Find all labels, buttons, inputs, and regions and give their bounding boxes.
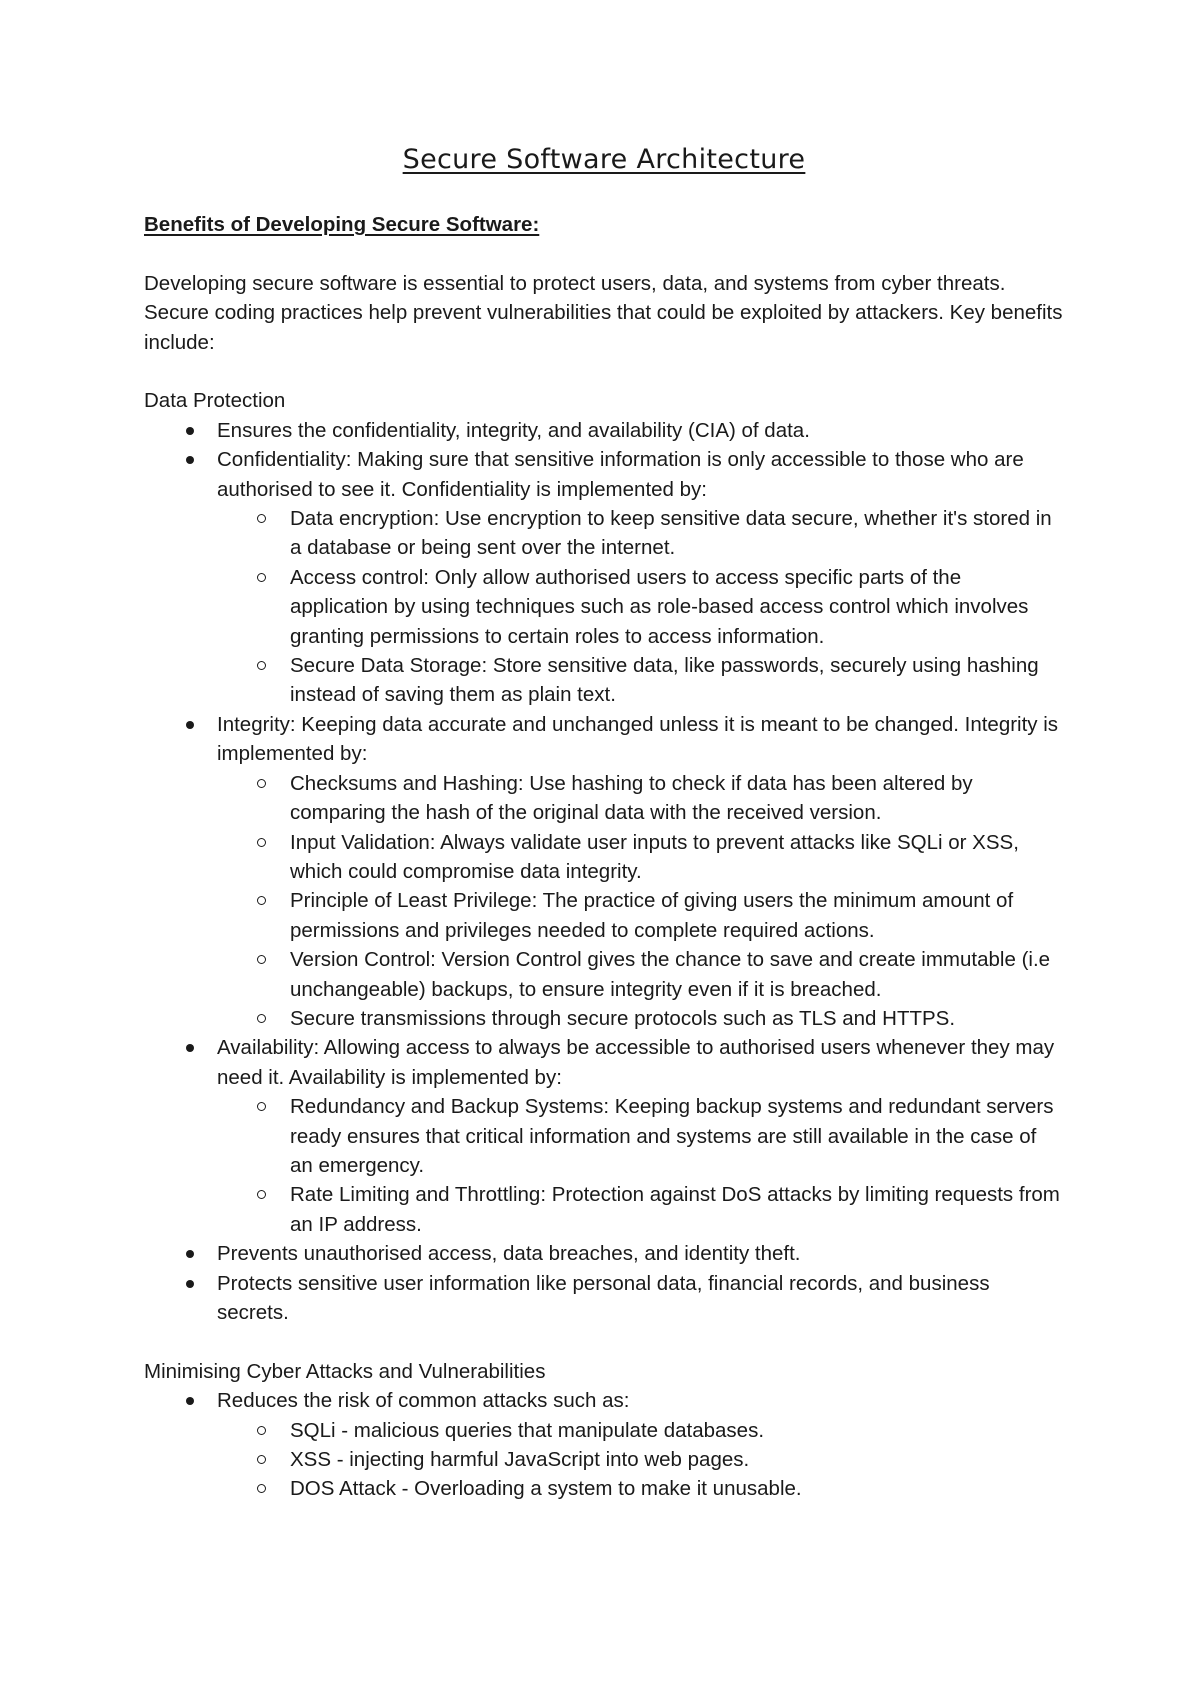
intro-paragraph: Developing secure software is essential to protect users, data, and systems from cyber threats. Secure coding practices help prevent vulnerabilities that could be exploited by attackers. Key benefits include:: [144, 271, 1063, 354]
attacks-sublist: [217, 1416, 1064, 1504]
list-item: [144, 416, 1064, 445]
data-protection-list: [144, 416, 1064, 1328]
sub-list-item: SQLi - malicious queries that manipulate databases.: [217, 1416, 1064, 1445]
confidentiality-sublist: [217, 504, 1064, 710]
bullet-text: Protects sensitive user information like personal data, financial records, and business secrets.: [217, 1271, 990, 1324]
document-title: Secure Software Architecture: [402, 144, 806, 175]
sub-list-item: Secure Data Storage: Store sensitive data, like passwords, securely using hashing instead of saving them as plain text.: [217, 651, 1064, 710]
minimising-attacks-label: Minimising Cyber Attacks and Vulnerabilities: [144, 1359, 546, 1383]
sub-list-item: Rate Limiting and Throttling: Protection against DoS attacks by limiting requests from an IP address.: [217, 1180, 1064, 1239]
sub-list-item: Principle of Least Privilege: The practice of giving users the minimum amount of permissions and privileges needed to complete required actions.: [217, 886, 1064, 945]
list-item: [144, 1239, 1064, 1268]
bullet-text: Reduces the risk of common attacks such as:: [217, 1389, 630, 1413]
availability-sublist: [217, 1092, 1064, 1239]
sub-list-item: Access control: Only allow authorised users to access specific parts of the application by using techniques such as role-based access control which involves granting permissions to certain roles to access information.: [217, 563, 1064, 651]
bullet-text: Integrity: Keeping data accurate and unchanged unless it is meant to be changed. Integrity is implemented by:: [217, 712, 1059, 766]
integrity-sublist: [217, 769, 1064, 1034]
sub-list-item: Input Validation: Always validate user inputs to prevent attacks like SQLi or XSS, which could compromise data integrity.: [217, 828, 1064, 887]
list-item: [144, 1269, 1064, 1328]
list-item: [144, 1033, 1064, 1239]
sub-list-item: DOS Attack - Overloading a system to make it unusable.: [217, 1474, 1064, 1503]
sub-list-item: Secure transmissions through secure protocols such as TLS and HTTPS.: [217, 1004, 1064, 1033]
bullet-text: Confidentiality: Making sure that sensitive information is only accessible to those who are authorised to see it. Confidentiality is implemented by:: [217, 448, 1024, 501]
bullet-text: Availability: Allowing access to always be accessible to authorised users whenever they may need it. Availability is implemented by:: [217, 1036, 1055, 1089]
data-protection-section: [144, 386, 1064, 1327]
minimising-attacks-section: [144, 1357, 1064, 1504]
list-item: [144, 710, 1064, 1033]
sub-list-item: Data encryption: Use encryption to keep sensitive data secure, whether it's stored in a database or being sent over the internet.: [217, 504, 1064, 563]
sub-list-item: Checksums and Hashing: Use hashing to check if data has been altered by comparing the hash of the original data with the received version.: [217, 769, 1064, 828]
sub-list-item: Version Control: Version Control gives the chance to save and create immutable (i.e unchangeable) backups, to ensure integrity even if it is breached.: [217, 945, 1064, 1004]
list-item: [144, 445, 1064, 710]
list-item: [144, 1386, 1064, 1504]
bullet-text: Ensures the confidentiality, integrity, and availability (CIA) of data.: [217, 418, 810, 442]
document-page: [144, 140, 1064, 1504]
bullet-text: Prevents unauthorised access, data breaches, and identity theft.: [217, 1242, 801, 1266]
minimising-attacks-list: [144, 1386, 1064, 1504]
section-heading: Benefits of Developing Secure Software:: [144, 213, 540, 236]
data-protection-label: Data Protection: [144, 389, 286, 413]
sub-list-item: XSS - injecting harmful JavaScript into web pages.: [217, 1445, 1064, 1474]
sub-list-item: Redundancy and Backup Systems: Keeping backup systems and redundant servers ready ensures that critical information and systems are still available in the case of an emergency.: [217, 1092, 1064, 1180]
